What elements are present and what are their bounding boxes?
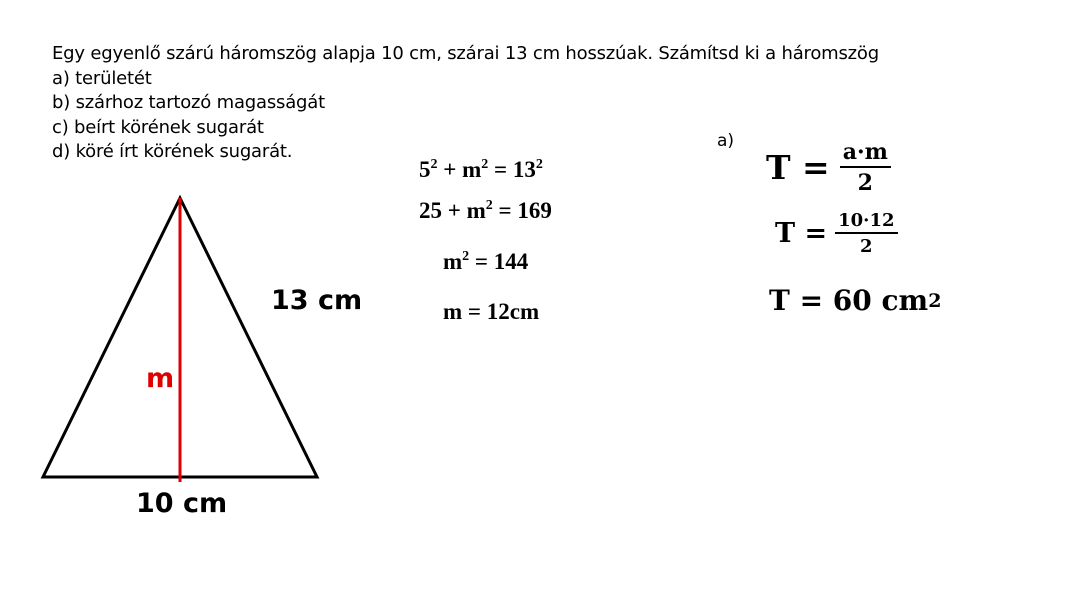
pythagoras-line-4: m = 12cm (443, 299, 540, 324)
eq2-exp: 2 (485, 198, 493, 213)
area-f1-fraction (840, 139, 891, 196)
area-f2-fraction (835, 210, 897, 257)
area-f2-lhs: T = (775, 218, 828, 249)
part-a-label: a) (717, 131, 735, 151)
eq1-term-a: 5 (419, 157, 431, 182)
pythagoras-line-3 (443, 249, 528, 275)
pythagoras-line-2 (419, 198, 552, 224)
area-f1-numerator: a·m (840, 139, 891, 168)
eq1-exp-rhs: 2 (535, 157, 543, 172)
problem-line-intro: Egy egyenlő szárú háromszög alapja 10 cm, szárai 13 cm hosszúak. Számítsd ki a háromszög (52, 43, 879, 64)
eq1-exp-a: 2 (430, 157, 438, 172)
area-f2-numerator: 10·12 (835, 210, 897, 234)
height-label: m (146, 363, 175, 394)
eq1-rhs: = 13 (488, 157, 536, 182)
eq1-exp-m: 2 (481, 157, 489, 172)
pythagoras-line-1 (419, 157, 543, 183)
eq2-rhs: = 169 (492, 198, 552, 223)
problem-line-c: c) beírt körének sugarát (52, 116, 264, 138)
area-f2-denominator: 2 (860, 236, 873, 257)
eq1-term-m: + m (437, 157, 482, 182)
side-length-label: 13 cm (271, 285, 363, 316)
problem-line-a: a) területét (52, 67, 152, 89)
eq3-lhs: m (443, 249, 463, 274)
eq3-exp: 2 (462, 249, 470, 264)
base-length-label: 10 cm (136, 488, 228, 519)
area-formula-general (766, 139, 891, 196)
problem-line-b: b) szárhoz tartozó magasságát (52, 92, 325, 113)
area-f1-lhs: T = (766, 148, 830, 187)
eq2-lhs: 25 + m (419, 198, 486, 223)
area-result-text: T = 60 cm (769, 284, 929, 317)
eq3-rhs: = 144 (469, 249, 529, 274)
area-formula-substituted (775, 210, 898, 257)
area-f1-denominator: 2 (857, 170, 873, 196)
area-result: T = 60 cm 2 (769, 284, 942, 317)
problem-line-d: d) köré írt körének sugarát. (52, 141, 293, 162)
